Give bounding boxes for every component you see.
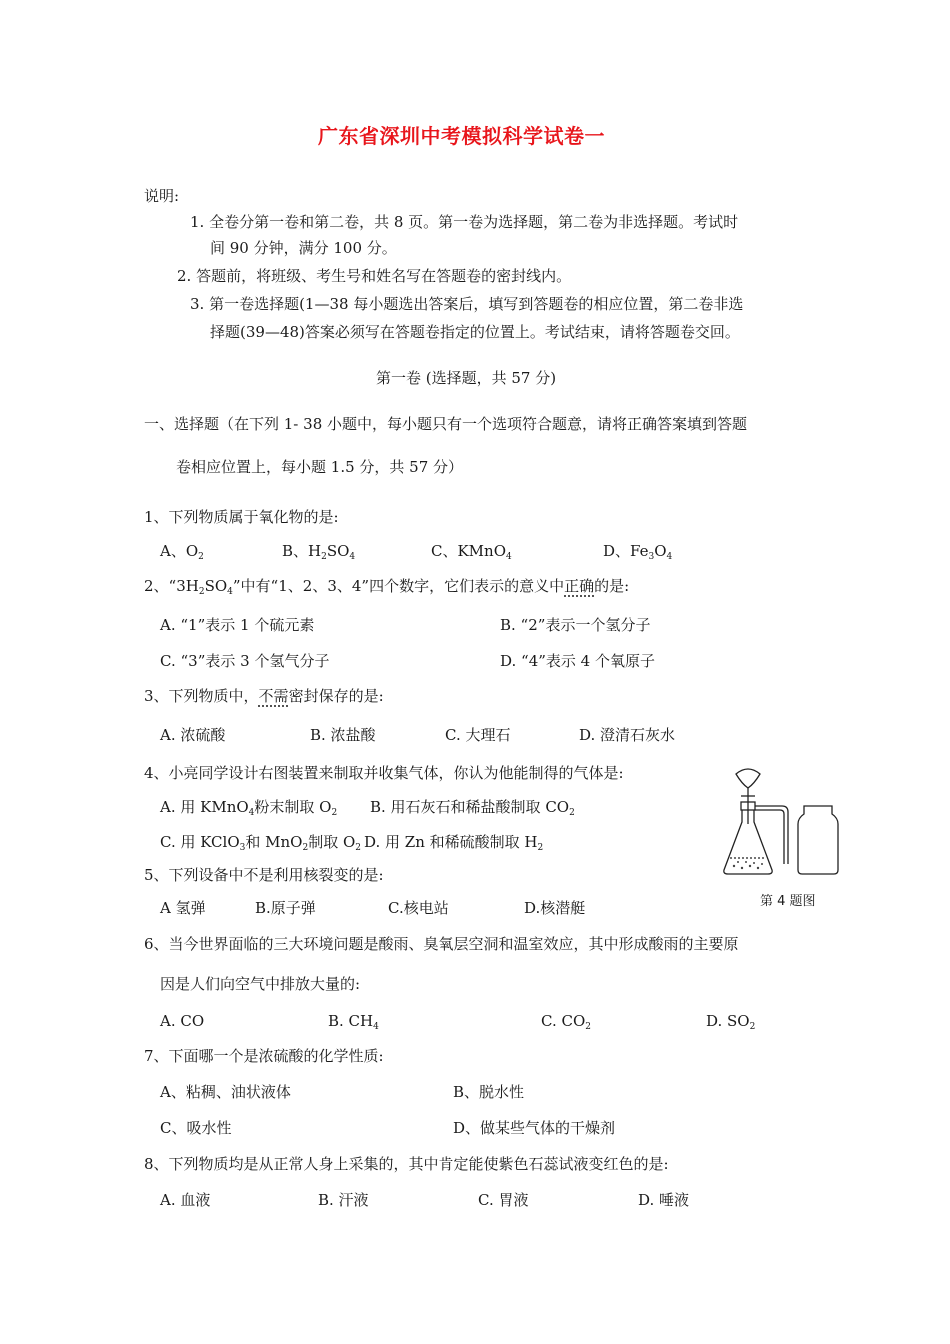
q4-option-d: D. 用 Zn 和稀硫酸制取 $H_2$ (364, 833, 544, 853)
q6-option-b: B. $CH_4$ (328, 1012, 379, 1032)
q5-option-a: A 氢弹 (160, 899, 206, 917)
note-3-line-2: 择题(39—48)答案必须写在答题卷指定的位置上。考试结束，请将答题卷交回。 (210, 323, 740, 341)
q6-option-c: C. $CO_2$ (541, 1012, 591, 1032)
q8-option-b: B. 汗液 (318, 1191, 369, 1209)
q3-option-a: A. 浓硫酸 (160, 726, 226, 744)
q2-option-d: D. “4”表示 4 个氧原子 (500, 652, 655, 670)
q3-stem: 3、下列物质中，不需密封保存的是: (144, 687, 384, 705)
q6-option-a: A. CO (160, 1012, 205, 1030)
q8-option-c: C. 胃液 (478, 1191, 529, 1209)
q1-option-d: D、$Fe_3O_4$ (603, 542, 673, 562)
part-1-header: 第一卷 (选择题，共 57 分) (376, 369, 557, 387)
q7-option-a: A、粘稠、油状液体 (160, 1083, 291, 1101)
q6-stem-line-1: 6、当今世界面临的三大环境问题是酸雨、臭氧层空洞和温室效应，其中形成酸雨的主要原 (144, 935, 739, 953)
q3-option-c: C. 大理石 (445, 726, 511, 744)
note-1-line-1: 1. 全卷分第一卷和第二卷，共 8 页。第一卷为选择题，第二卷为非选择题。考试时 (190, 213, 739, 231)
note-2: 2. 答题前，将班级、考生号和姓名写在答题卷的密封线内。 (177, 267, 572, 285)
note-3-line-1: 3. 第一卷选择题(1—38 每小题选出答案后，填写到答题卷的相应位置，第二卷非选 (190, 295, 744, 313)
q1-option-c: C、KMnO$_4$ (431, 542, 512, 562)
q8-option-a: A. 血液 (160, 1191, 211, 1209)
q7-option-b: B、脱水性 (453, 1083, 525, 1101)
q3-option-b: B. 浓盐酸 (310, 726, 376, 744)
q5-option-b: B.原子弹 (255, 899, 316, 917)
q2-option-a: A. “1”表示 1 个硫元素 (160, 616, 315, 634)
q4-option-a: A. 用 KMnO$_4$粉末制取 $O_2$ (160, 798, 338, 818)
exam-title: 广东省深圳中考模拟科学试卷一 (318, 124, 605, 148)
q2-stem: 2、“$3H_2SO_4$”中有“1、2、3、4”四个数字，它们表示的意义中正确的是: (144, 577, 630, 597)
section-1-line-2: 卷相应位置上，每小题 1.5 分，共 57 分） (176, 458, 464, 476)
q3-option-d: D. 澄清石灰水 (579, 726, 676, 744)
q7-stem: 7、下面哪一个是浓硫酸的化学性质: (144, 1047, 384, 1065)
note-1-line-2: 间 90 分钟，满分 100 分。 (210, 239, 397, 257)
q4-apparatus-figure (718, 766, 848, 888)
q5-option-d: D.核潜艇 (524, 899, 586, 917)
q1-stem: 1、下列物质属于氧化物的是: (144, 508, 339, 526)
q2-option-c: C. “3”表示 3 个氢气分子 (160, 652, 330, 670)
q5-stem: 5、下列设备中不是利用核裂变的是: (144, 866, 384, 884)
notes-heading: 说明: (144, 187, 180, 205)
q4-option-c: C. 用 KClO$_3$和 MnO$_2$制取 $O_2$ (160, 833, 361, 853)
q4-option-b: B. 用石灰石和稀盐酸制取 $CO_2$ (370, 798, 575, 818)
q7-option-d: D、做某些气体的干燥剂 (453, 1119, 616, 1137)
q6-stem-line-2: 因是人们向空气中排放大量的: (160, 975, 361, 993)
q2-option-b: B. “2”表示一个氢分子 (500, 616, 651, 634)
q4-stem: 4、小亮同学设计右图装置来制取并收集气体，你认为他能制得的气体是: (144, 764, 624, 782)
q8-option-d: D. 唾液 (638, 1191, 690, 1209)
q5-option-c: C.核电站 (388, 899, 449, 917)
q6-option-d: D. $SO_2$ (706, 1012, 756, 1032)
q1-option-a: A、$O_2$ (160, 542, 204, 562)
q4-figure-caption: 第 4 题图 (760, 894, 816, 909)
section-1-line-1: 一、选择题（在下列 1- 38 小题中，每小题只有一个选项符合题意，请将正确答案填到答题 (144, 415, 748, 433)
q8-stem: 8、下列物质均是从正常人身上采集的，其中肯定能使紫色石蕊试液变红色的是: (144, 1155, 669, 1173)
q1-option-b: B、$H_2SO_4$ (282, 542, 356, 562)
q7-option-c: C、吸水性 (160, 1119, 232, 1137)
